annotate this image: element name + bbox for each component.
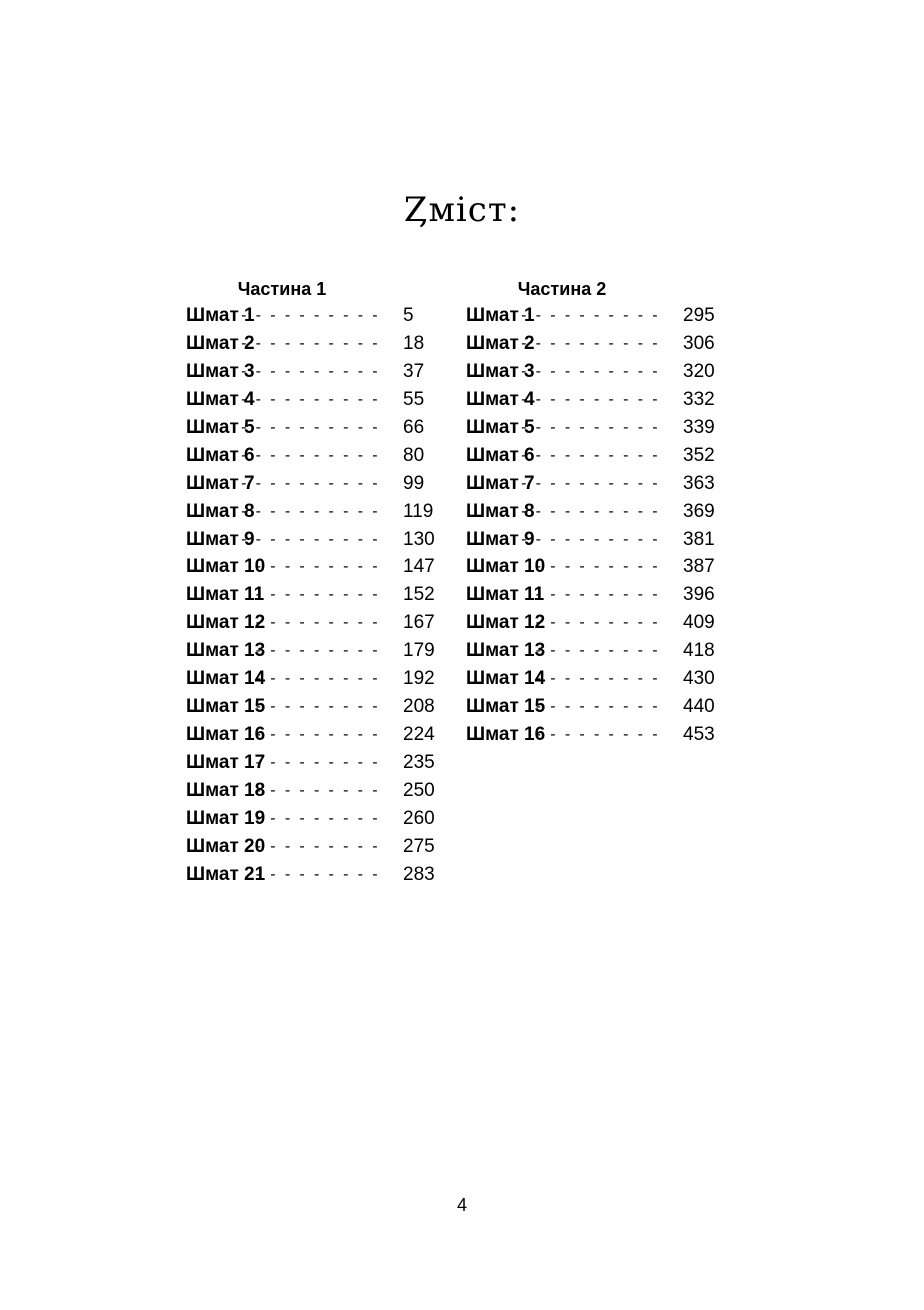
toc-entry-label: Шмат 19 <box>186 807 266 829</box>
toc-entry-label: Шмат 7 <box>186 472 255 494</box>
toc-entry-leader: - - - - - - - - - - <box>241 530 380 548</box>
toc-entry-page-number: 5 <box>403 305 414 326</box>
toc-entry-leader: - - - - - - - - - <box>255 837 380 855</box>
toc-entry-leader: - - - - - - - - - <box>255 558 380 576</box>
toc-entry-leader: - - - - - - - - - <box>255 698 380 716</box>
toc-entry-page-number: 152 <box>403 584 435 606</box>
toc-entry-leader: - - - - - - - - - <box>255 754 380 771</box>
toc-entry-list <box>466 302 736 749</box>
toc-entry-label: Шмат 15 <box>466 696 546 718</box>
toc-entry <box>186 861 456 889</box>
toc-entry <box>466 414 736 442</box>
toc-entry-page-number: 332 <box>683 388 715 410</box>
toc-entry-list <box>186 302 456 889</box>
toc-entry-page-number: 295 <box>683 305 715 326</box>
toc-entry-page-number: 119 <box>403 500 434 522</box>
toc-entry-label: Шмат 17 <box>186 752 266 773</box>
toc-entry-label: Шмат 5 <box>186 416 255 438</box>
toc-entry-label: Шмат 14 <box>186 668 266 690</box>
toc-entry <box>186 665 456 693</box>
toc-entry-page-number: 66 <box>403 416 425 438</box>
toc-entry-page-number: 320 <box>683 360 715 382</box>
toc-entry-label: Шмат 18 <box>186 779 266 801</box>
toc-entry <box>466 498 736 526</box>
toc-entry-leader: - - - - - - - - - - <box>241 307 380 324</box>
toc-entry <box>186 470 456 498</box>
toc-entry-label: Шмат 4 <box>466 388 535 410</box>
toc-entry <box>186 609 456 637</box>
page-title: Ȥміст: <box>403 190 521 230</box>
toc-entry-leader: - - - - - - - - - - <box>521 334 660 352</box>
toc-entry-leader: - - - - - - - - - <box>535 586 660 604</box>
toc-entry <box>186 330 456 358</box>
toc-entry-page-number: 130 <box>403 528 435 550</box>
toc-entry-page-number: 275 <box>403 835 435 857</box>
toc-entry-leader: - - - - - - - - - - <box>241 334 380 352</box>
toc-entry-label: Шмат 21 <box>186 863 266 885</box>
toc-entry-leader: - - - - - - - - - <box>255 670 380 688</box>
toc-entry-page-number: 55 <box>403 388 425 410</box>
toc-entry-page-number: 339 <box>683 416 715 438</box>
toc-entry-leader: - - - - - - - - - - <box>521 474 660 492</box>
toc-entry-leader: - - - - - - - - - <box>255 781 380 799</box>
toc-entry-leader: - - - - - - - - - <box>535 614 660 632</box>
toc-entry-page-number: 283 <box>403 863 435 885</box>
toc-entry-label: Шмат 1 <box>186 305 255 326</box>
toc-entry-label: Шмат 6 <box>466 444 535 466</box>
toc-entry <box>466 442 736 470</box>
toc-entry <box>186 386 456 414</box>
toc-entry-page-number: 440 <box>683 696 715 718</box>
toc-entry-label: Шмат 13 <box>186 640 266 662</box>
toc-entry-page-number: 18 <box>403 332 425 354</box>
toc-entry <box>186 777 456 805</box>
toc-entry-leader: - - - - - - - - - <box>535 726 660 744</box>
toc-entry <box>186 526 456 554</box>
toc-entry <box>466 358 736 386</box>
toc-entry-label: Шмат 12 <box>466 612 546 634</box>
toc-entry-label: Шмат 5 <box>466 416 535 438</box>
toc-entry-label: Шмат 13 <box>466 640 546 662</box>
toc-entry-page-number: 224 <box>403 724 435 746</box>
toc-entry-label: Шмат 7 <box>466 472 535 494</box>
toc-entry-label: Шмат 10 <box>186 556 266 578</box>
toc-entry-label: Шмат 8 <box>466 500 535 522</box>
toc-entry-leader: - - - - - - - - - - <box>521 390 660 408</box>
toc-entry <box>186 749 456 777</box>
toc-entry-leader: - - - - - - - - - - <box>241 474 380 492</box>
toc-entry-leader: - - - - - - - - - - <box>521 502 660 520</box>
toc-entry <box>466 386 736 414</box>
toc-entry-leader: - - - - - - - - - - <box>521 446 660 464</box>
toc-entry-leader: - - - - - - - - - - <box>241 446 380 464</box>
toc-entry <box>466 637 736 665</box>
toc-entry-leader: - - - - - - - - - - <box>241 362 380 380</box>
toc-entry <box>186 833 456 861</box>
toc-entry-label: Шмат 8 <box>186 500 255 522</box>
toc-entry-leader: - - - - - - - - - <box>535 558 660 576</box>
toc-entry-label: Шмат 20 <box>186 835 266 857</box>
toc-entry-label: Шмат 16 <box>186 724 266 746</box>
toc-entry-page-number: 396 <box>683 584 715 606</box>
toc-entry-page-number: 179 <box>403 640 435 662</box>
toc-entry-leader: - - - - - - - - - <box>535 670 660 688</box>
toc-entry-page-number: 387 <box>683 556 715 578</box>
toc-entry-page-number: 418 <box>683 640 715 662</box>
toc-entry-page-number: 352 <box>683 444 715 466</box>
toc-entry <box>466 665 736 693</box>
toc-entry-page-number: 369 <box>683 500 715 522</box>
toc-entry-leader: - - - - - - - - - - <box>241 418 380 436</box>
toc-entry-label: Шмат 2 <box>466 332 535 354</box>
toc-entry-label: Шмат 3 <box>186 360 255 382</box>
toc-entry-leader: - - - - - - - - - <box>255 586 380 604</box>
toc-entry-page-number: 260 <box>403 807 435 829</box>
toc-entry-page-number: 167 <box>403 612 435 634</box>
toc-entry-leader: - - - - - - - - - <box>255 614 380 632</box>
toc-entry-page-number: 363 <box>683 472 715 494</box>
toc-entry-page-number: 147 <box>403 556 435 578</box>
toc-entry <box>186 637 456 665</box>
toc-entry-label: Шмат 11 <box>466 584 545 606</box>
toc-entry <box>466 609 736 637</box>
toc-entry-label: Шмат 9 <box>466 528 535 550</box>
toc-entry-page-number: 430 <box>683 668 715 690</box>
toc-entry-label: Шмат 1 <box>466 305 535 326</box>
toc-entry-label: Шмат 10 <box>466 556 546 578</box>
toc-entry <box>466 526 736 554</box>
toc-entry <box>466 302 736 330</box>
toc-entry <box>186 414 456 442</box>
toc-entry-page-number: 192 <box>403 668 435 690</box>
toc-entry <box>186 302 456 330</box>
toc-entry-label: Шмат 4 <box>186 388 255 410</box>
toc-entry-leader: - - - - - - - - - - <box>241 390 380 408</box>
toc-part-1 <box>186 276 456 889</box>
toc-entry-leader: - - - - - - - - - - <box>241 502 380 520</box>
toc-entry-page-number: 235 <box>403 752 435 773</box>
toc-entry-leader: - - - - - - - - - <box>255 642 380 660</box>
toc-entry <box>186 693 456 721</box>
toc-entry-leader: - - - - - - - - - <box>255 865 380 883</box>
page-number: 4 <box>456 1195 467 1215</box>
toc-entry <box>186 581 456 609</box>
toc-entry <box>466 330 736 358</box>
part-heading: Частина 1 <box>237 279 327 299</box>
toc-part-2 <box>466 276 736 749</box>
toc-entry <box>186 553 456 581</box>
part-heading: Частина 2 <box>517 279 607 299</box>
toc-entry <box>186 721 456 749</box>
toc-entry <box>186 442 456 470</box>
toc-entry-page-number: 453 <box>683 724 715 746</box>
toc-entry-leader: - - - - - - - - - - <box>521 530 660 548</box>
toc-entry-label: Шмат 12 <box>186 612 266 634</box>
toc-entry <box>466 721 736 749</box>
toc-entry-label: Шмат 6 <box>186 444 255 466</box>
toc-entry-label: Шмат 2 <box>186 332 255 354</box>
toc-entry-leader: - - - - - - - - - - <box>521 362 660 380</box>
toc-entry <box>186 358 456 386</box>
toc-entry-page-number: 99 <box>403 472 425 494</box>
toc-entry <box>466 581 736 609</box>
toc-entry-label: Шмат 3 <box>466 360 535 382</box>
toc-entry-label: Шмат 9 <box>186 528 255 550</box>
toc-entry <box>466 470 736 498</box>
toc-entry <box>466 553 736 581</box>
toc-entry-page-number: 409 <box>683 612 715 634</box>
toc-entry-label: Шмат 14 <box>466 668 546 690</box>
toc-entry-page-number: 80 <box>403 444 425 466</box>
toc-entry-label: Шмат 11 <box>186 584 265 606</box>
toc-entry-leader: - - - - - - - - - - <box>521 418 660 436</box>
toc-entry <box>186 498 456 526</box>
toc-entry-page-number: 37 <box>403 360 425 382</box>
toc-entry-leader: - - - - - - - - - <box>535 642 660 660</box>
toc-entry-leader: - - - - - - - - - <box>535 698 660 716</box>
toc-entry-page-number: 306 <box>683 332 715 354</box>
toc-entry <box>466 693 736 721</box>
toc-entry-leader: - - - - - - - - - - <box>521 307 660 324</box>
toc-entry-leader: - - - - - - - - - <box>255 726 380 744</box>
toc-entry-label: Шмат 15 <box>186 696 266 718</box>
toc-entry <box>186 805 456 833</box>
toc-entry-page-number: 250 <box>403 779 435 801</box>
toc-entry-page-number: 381 <box>683 528 715 550</box>
toc-entry-page-number: 208 <box>403 696 435 718</box>
toc-entry-leader: - - - - - - - - - <box>255 809 380 827</box>
toc-entry-label: Шмат 16 <box>466 724 546 746</box>
